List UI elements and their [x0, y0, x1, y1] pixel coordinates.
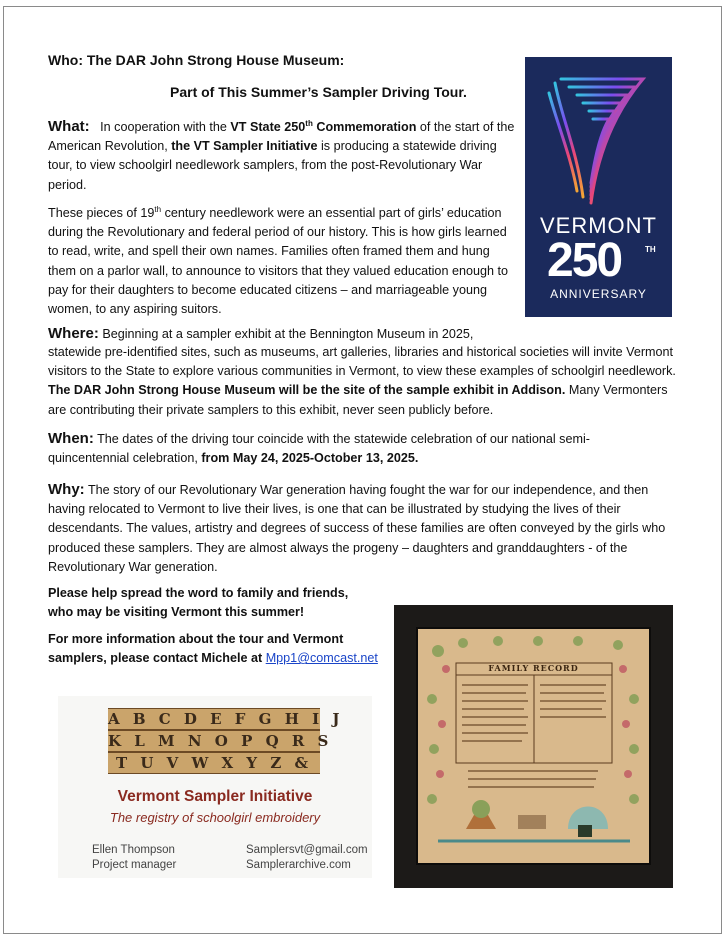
rainbow-stripes-icon	[525, 65, 672, 215]
exhibit-site-text: The DAR John Strong House Museum will be the site of the sample exhibit in Addison.	[48, 383, 566, 398]
subtitle-heading: Part of This Summer’s Sampler Driving Tour.	[170, 84, 467, 100]
card-name: Ellen Thompson	[92, 844, 175, 856]
alphabet-row-2: K L M N O P Q R S	[108, 732, 333, 750]
why-label: Why:	[48, 481, 85, 498]
logo-th-text: TH	[645, 245, 656, 254]
where-paragraph-1: Where: Beginning at a sampler exhibit at the Bennington Museum in 2025,	[48, 325, 474, 342]
sampler-heading: FAMILY RECORD	[488, 663, 579, 673]
card-subtitle: The registry of schoolgirl embroidery	[109, 810, 321, 825]
logo-anniversary-text: ANNIVERSARY	[550, 287, 647, 301]
tour-dates-text: from May 24, 2025-October 13, 2025.	[201, 451, 419, 466]
card-role: Project manager	[92, 859, 177, 871]
sampler-initiative-card	[58, 696, 372, 878]
logo-250-text: 250	[547, 234, 622, 287]
pieces-paragraph: These pieces of 19th century needlework were an essential part of girls’ education during the Revolutionary and federal period of our history. This is how girls learned to read, write, and spell their own names. Families often framed them and hung them on a parlor wall, to announce to visitors that they valued education enough to pay for their daughters to become educated citizens – and marriageable young women, to any aspiring suitors.	[48, 204, 508, 317]
when-label: When:	[48, 430, 94, 447]
framed-sampler-image	[394, 605, 673, 888]
card-email: Samplersvt@gmail.com	[246, 844, 368, 856]
card-title: Vermont Sampler Initiative	[117, 788, 313, 805]
where-paragraph-2: statewide pre-identified sites, such as museums, art galleries, libraries and historical societies will invite Vermont visitors to the State to explore various communities in Vermont, to view these examples of schoolgirl needlework. The DAR John Strong House Museum will be the site of the sample exhibit in Addison. Many Vermonters are contributing their private samplers to this exhibit, never seen publicly before.	[48, 345, 676, 417]
vt-sampler-initiative-text: the VT Sampler Initiative	[171, 139, 318, 154]
logo-vermont-text: VERMONT	[540, 213, 657, 238]
alphabet-row-3: T U V W X Y Z &	[108, 752, 320, 774]
sampler-embroidery	[416, 627, 651, 865]
what-text-2: of the start of the American Revolution,	[48, 120, 515, 154]
what-label: What:	[48, 118, 90, 135]
alphabet-row-1: A B C D E F G H I J	[108, 710, 344, 728]
contact-email-link[interactable]: Mpp1@comcast.net	[265, 651, 378, 666]
what-paragraph	[48, 117, 518, 195]
vermont-250-logo	[525, 57, 672, 317]
spread-word-text: Please help spread the word to family and friends, who may be visiting Vermont this summer!	[48, 586, 349, 620]
what-text-3: is producing a statewide driving tour, to view schoolgirl needlework samplers, from the post-Revolutionary War period.	[48, 139, 497, 192]
contact-paragraph: For more information about the tour and Vermont samplers, please contact Michele at Mpp1@comcast.net	[48, 632, 378, 666]
who-heading: Who: The DAR John Strong House Museum:	[48, 52, 345, 68]
vt-state-250-text: VT State 250th Commemoration	[230, 118, 417, 134]
what-text-1: In cooperation with the	[100, 120, 227, 134]
where-label: Where:	[48, 325, 99, 342]
card-website: Samplerarchive.com	[246, 859, 351, 871]
why-paragraph: Why: The story of our Revolutionary War generation having fought the war for our independence, and then having relocated to Vermont to live their lives, is one that can be illustrated by studying the lives of their descendants. The values, artistry and degrees of success of these families are often conveyed by the girls who produced these samplers. They are almost always the progeny – daughters and granddaughters - of the Revolutionary War generation.	[48, 481, 666, 574]
when-paragraph: When: The dates of the driving tour coincide with the statewide celebration of our national semi-quincentennial celebration, from May 24, 2025-October 13, 2025.	[48, 430, 590, 466]
